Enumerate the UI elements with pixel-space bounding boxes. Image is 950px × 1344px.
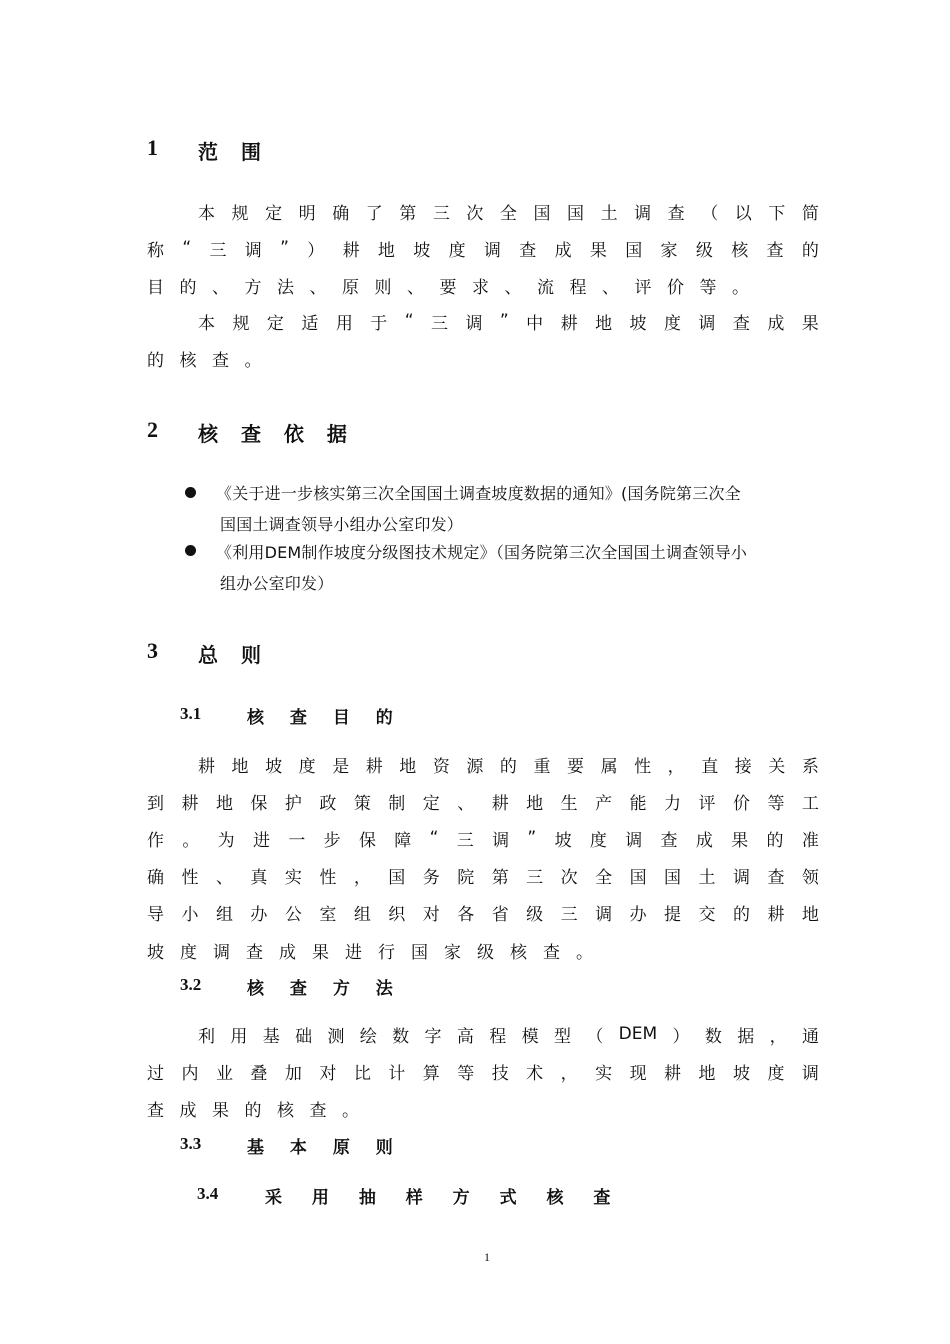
glyph: 重 bbox=[533, 756, 551, 777]
glyph: 用 bbox=[230, 1026, 248, 1047]
glyph: （ bbox=[586, 1026, 604, 1047]
glyph: 组 bbox=[215, 904, 233, 925]
glyph: 接 bbox=[734, 756, 752, 777]
glyph: 基 bbox=[262, 1026, 280, 1047]
section-3-4-title: 采 用 抽 样 方 式 核 查 bbox=[265, 1188, 623, 1208]
glyph: 力 bbox=[664, 793, 682, 814]
s2-bullet1-line2: 国国土调查领导小组办公室印发） bbox=[220, 515, 464, 534]
glyph: 简 bbox=[801, 203, 819, 224]
glyph: ” bbox=[499, 311, 509, 331]
glyph: 加 bbox=[284, 1063, 302, 1084]
glyph: ” bbox=[280, 238, 289, 258]
glyph: 高 bbox=[456, 1026, 474, 1047]
section-3-3-number: 3.3 bbox=[180, 1134, 202, 1153]
glyph: 耕 bbox=[181, 793, 199, 814]
glyph: 果 bbox=[731, 830, 749, 851]
glyph: 适 bbox=[301, 313, 319, 334]
glyph: 工 bbox=[801, 793, 819, 814]
glyph: 以 bbox=[734, 203, 752, 224]
section-3-1-number: 3.1 bbox=[180, 704, 202, 723]
glyph: 小 bbox=[181, 904, 199, 925]
s1-para2-line1 bbox=[198, 309, 819, 333]
bullet-icon bbox=[185, 487, 196, 498]
glyph: 、 bbox=[215, 867, 233, 888]
s3-1-line4 bbox=[147, 863, 819, 887]
glyph: 调 bbox=[595, 904, 613, 925]
section-3-2-number: 3.2 bbox=[180, 975, 202, 994]
glyph: 源 bbox=[466, 756, 484, 777]
glyph: 策 bbox=[353, 793, 371, 814]
glyph: 规 bbox=[232, 313, 250, 334]
glyph: 度 bbox=[663, 313, 681, 334]
glyph: 调 bbox=[698, 313, 716, 334]
glyph: 级 bbox=[695, 240, 713, 261]
glyph: 真 bbox=[250, 867, 268, 888]
glyph: 国 bbox=[629, 867, 647, 888]
glyph: 查 bbox=[660, 830, 678, 851]
glyph: 准 bbox=[801, 830, 819, 851]
glyph: 织 bbox=[388, 904, 406, 925]
glyph: 地 bbox=[801, 904, 819, 925]
glyph: 查 bbox=[667, 203, 685, 224]
glyph: 价 bbox=[732, 793, 750, 814]
glyph: 模 bbox=[521, 1026, 539, 1047]
glyph: ， bbox=[769, 1026, 787, 1047]
s3-2-line3: 查成果的核查。 bbox=[147, 1101, 375, 1121]
glyph: 调 bbox=[244, 240, 262, 261]
glyph: 全 bbox=[595, 867, 613, 888]
page-number: 1 bbox=[484, 1250, 490, 1264]
glyph: 次 bbox=[466, 203, 484, 224]
section-3-2-title: 核 查 方 法 bbox=[247, 979, 403, 999]
glyph: 资 bbox=[432, 756, 450, 777]
glyph: 实 bbox=[595, 1063, 613, 1084]
section-3-4-number: 3.4 bbox=[197, 1184, 219, 1203]
glyph: 成 bbox=[695, 830, 713, 851]
glyph: DEM bbox=[618, 1024, 658, 1044]
glyph: 术 bbox=[526, 1063, 544, 1084]
glyph: 提 bbox=[664, 904, 682, 925]
glyph: 制 bbox=[388, 793, 406, 814]
glyph: 级 bbox=[526, 904, 544, 925]
glyph: 国 bbox=[625, 240, 643, 261]
glyph: 土 bbox=[600, 203, 618, 224]
glyph: 业 bbox=[215, 1063, 233, 1084]
glyph: 数 bbox=[704, 1026, 722, 1047]
glyph: 家 bbox=[660, 240, 678, 261]
glyph: 调 bbox=[483, 240, 501, 261]
glyph: 障 bbox=[394, 830, 412, 851]
glyph: 是 bbox=[332, 756, 350, 777]
section-1-number: 1 bbox=[147, 135, 158, 160]
glyph: 交 bbox=[698, 904, 716, 925]
glyph: 全 bbox=[499, 203, 517, 224]
glyph: 保 bbox=[250, 793, 268, 814]
s3-1-line6: 坡度调查成果进行国家级核查。 bbox=[147, 943, 609, 963]
glyph: 。 bbox=[182, 830, 200, 851]
glyph: 度 bbox=[589, 830, 607, 851]
glyph: 国 bbox=[664, 867, 682, 888]
s2-bullet2-line1: 《利用DEM制作坡度分级图技术规定》（国务院第三次全国国土调查领导小 bbox=[216, 543, 748, 562]
section-3-title: 总 则 bbox=[198, 643, 269, 667]
glyph: 查 bbox=[766, 240, 784, 261]
glyph: 办 bbox=[250, 904, 268, 925]
glyph: 三 bbox=[209, 240, 227, 261]
glyph: 核 bbox=[731, 240, 749, 261]
glyph: 政 bbox=[319, 793, 337, 814]
glyph: 一 bbox=[288, 830, 306, 851]
glyph: 确 bbox=[147, 867, 164, 888]
glyph: ， bbox=[560, 1063, 578, 1084]
glyph: 系 bbox=[801, 756, 819, 777]
glyph: 称 bbox=[147, 240, 164, 261]
glyph: 耕 bbox=[198, 756, 215, 777]
glyph: 耕 bbox=[491, 793, 509, 814]
glyph: 果 bbox=[589, 240, 607, 261]
s3-1-line5 bbox=[147, 900, 819, 924]
glyph: 字 bbox=[424, 1026, 442, 1047]
section-3-3-title: 基 本 原 则 bbox=[247, 1138, 403, 1158]
glyph: 地 bbox=[215, 793, 233, 814]
glyph: 算 bbox=[422, 1063, 440, 1084]
glyph: ， bbox=[353, 867, 371, 888]
glyph: 查 bbox=[767, 867, 785, 888]
glyph: 度 bbox=[448, 240, 466, 261]
glyph: 调 bbox=[492, 830, 510, 851]
s3-2-line2 bbox=[147, 1059, 819, 1083]
glyph: 地 bbox=[231, 756, 249, 777]
glyph: 的 bbox=[766, 830, 784, 851]
glyph: 了 bbox=[365, 203, 383, 224]
glyph: 耕 bbox=[767, 904, 785, 925]
glyph: 耕 bbox=[560, 313, 578, 334]
glyph: 办 bbox=[629, 904, 647, 925]
glyph: 三 bbox=[432, 203, 450, 224]
glyph: 国 bbox=[388, 867, 406, 888]
s1-para1-line1 bbox=[198, 199, 819, 223]
glyph: ， bbox=[667, 756, 685, 777]
glyph: ） bbox=[307, 240, 325, 261]
glyph: 技 bbox=[491, 1063, 509, 1084]
glyph: 定 bbox=[422, 793, 440, 814]
section-1-title: 范 围 bbox=[198, 140, 269, 164]
glyph: 地 bbox=[526, 793, 544, 814]
glyph: 直 bbox=[701, 756, 719, 777]
glyph: 中 bbox=[526, 313, 544, 334]
s3-1-line1 bbox=[198, 752, 819, 776]
glyph: 第 bbox=[491, 867, 509, 888]
glyph: 省 bbox=[491, 904, 509, 925]
glyph: 础 bbox=[295, 1026, 313, 1047]
glyph: 绘 bbox=[359, 1026, 377, 1047]
glyph: 地 bbox=[377, 240, 395, 261]
glyph: 能 bbox=[629, 793, 647, 814]
glyph: 本 bbox=[198, 203, 215, 224]
glyph: 的 bbox=[732, 904, 750, 925]
glyph: 调 bbox=[625, 830, 643, 851]
glyph: 三 bbox=[430, 313, 448, 334]
glyph: 各 bbox=[457, 904, 475, 925]
glyph: 成 bbox=[767, 313, 785, 334]
glyph: 调 bbox=[732, 867, 750, 888]
glyph: 于 bbox=[370, 313, 388, 334]
section-2-title: 核 查 依 据 bbox=[198, 422, 355, 446]
s3-1-line2 bbox=[147, 789, 819, 813]
glyph: 为 bbox=[217, 830, 235, 851]
glyph: 实 bbox=[284, 867, 302, 888]
section-3-number: 3 bbox=[147, 638, 158, 663]
glyph: 步 bbox=[323, 830, 341, 851]
s1-para1-line2 bbox=[147, 236, 819, 260]
glyph: “ bbox=[182, 238, 192, 258]
s3-2-line1 bbox=[198, 1022, 819, 1046]
glyph: 型 bbox=[553, 1026, 571, 1047]
glyph: 土 bbox=[698, 867, 716, 888]
glyph: 调 bbox=[801, 1063, 819, 1084]
glyph: 性 bbox=[319, 867, 337, 888]
s1-para2-line2: 的核查。 bbox=[147, 351, 277, 371]
glyph: 明 bbox=[298, 203, 316, 224]
glyph: 定 bbox=[265, 203, 283, 224]
glyph: 现 bbox=[629, 1063, 647, 1084]
glyph: 护 bbox=[284, 793, 302, 814]
glyph: 国 bbox=[567, 203, 585, 224]
glyph: ” bbox=[527, 828, 537, 848]
glyph: 通 bbox=[801, 1026, 819, 1047]
glyph: 导 bbox=[147, 904, 164, 925]
glyph: 成 bbox=[554, 240, 572, 261]
glyph: 进 bbox=[252, 830, 270, 851]
glyph: 作 bbox=[147, 830, 164, 851]
glyph: 程 bbox=[489, 1026, 507, 1047]
glyph: 等 bbox=[767, 793, 785, 814]
glyph: 下 bbox=[768, 203, 786, 224]
glyph: 等 bbox=[457, 1063, 475, 1084]
glyph: 据 bbox=[737, 1026, 755, 1047]
glyph: 确 bbox=[332, 203, 350, 224]
glyph: 产 bbox=[595, 793, 613, 814]
glyph: 评 bbox=[698, 793, 716, 814]
glyph: 室 bbox=[319, 904, 337, 925]
glyph: 内 bbox=[181, 1063, 199, 1084]
glyph: 务 bbox=[422, 867, 440, 888]
glyph: 测 bbox=[327, 1026, 345, 1047]
glyph: 利 bbox=[198, 1026, 215, 1047]
glyph: 院 bbox=[457, 867, 475, 888]
s1-para1-line3: 目的、方法、原则、要求、流程、评价等。 bbox=[147, 278, 765, 298]
glyph: 性 bbox=[181, 867, 199, 888]
glyph: 调 bbox=[465, 313, 483, 334]
glyph: 坡 bbox=[732, 1063, 750, 1084]
glyph: 过 bbox=[147, 1063, 164, 1084]
glyph: 对 bbox=[422, 904, 440, 925]
glyph: 生 bbox=[560, 793, 578, 814]
glyph: 查 bbox=[519, 240, 537, 261]
glyph: 计 bbox=[388, 1063, 406, 1084]
glyph: 到 bbox=[147, 793, 164, 814]
glyph: 对 bbox=[319, 1063, 337, 1084]
glyph: 地 bbox=[399, 756, 417, 777]
glyph: 关 bbox=[768, 756, 786, 777]
glyph: 耕 bbox=[664, 1063, 682, 1084]
glyph: 国 bbox=[533, 203, 551, 224]
glyph: 坡 bbox=[413, 240, 431, 261]
glyph: 坡 bbox=[554, 830, 572, 851]
glyph: 性 bbox=[634, 756, 652, 777]
glyph: 地 bbox=[595, 313, 613, 334]
glyph: 耕 bbox=[342, 240, 360, 261]
glyph: 数 bbox=[392, 1026, 410, 1047]
glyph: ） bbox=[672, 1026, 690, 1047]
glyph: 三 bbox=[526, 867, 544, 888]
glyph: 保 bbox=[358, 830, 376, 851]
glyph: 的 bbox=[499, 756, 517, 777]
glyph: 领 bbox=[801, 867, 819, 888]
glyph: 度 bbox=[298, 756, 316, 777]
bullet-icon bbox=[185, 545, 196, 556]
section-2-number: 2 bbox=[147, 417, 158, 442]
glyph: 坡 bbox=[629, 313, 647, 334]
s2-bullet2-line2: 组办公室印发） bbox=[220, 574, 334, 593]
glyph: 要 bbox=[567, 756, 585, 777]
glyph: 叠 bbox=[250, 1063, 268, 1084]
glyph: “ bbox=[429, 828, 439, 848]
glyph: 查 bbox=[732, 313, 750, 334]
glyph: 比 bbox=[353, 1063, 371, 1084]
s2-bullet1-line1: 《关于进一步核实第三次全国国土调查坡度数据的通知》(国务院第三次全 bbox=[216, 484, 741, 503]
glyph: 、 bbox=[457, 793, 475, 814]
glyph: 坡 bbox=[265, 756, 283, 777]
glyph: （ bbox=[701, 203, 719, 224]
glyph: 耕 bbox=[365, 756, 383, 777]
s3-1-line3 bbox=[147, 826, 819, 850]
glyph: “ bbox=[404, 311, 414, 331]
glyph: 本 bbox=[198, 313, 215, 334]
glyph: 三 bbox=[560, 904, 578, 925]
glyph: 的 bbox=[801, 240, 819, 261]
glyph: 组 bbox=[353, 904, 371, 925]
glyph: 地 bbox=[698, 1063, 716, 1084]
glyph: 调 bbox=[634, 203, 652, 224]
glyph: 度 bbox=[767, 1063, 785, 1084]
glyph: 三 bbox=[456, 830, 474, 851]
glyph: 公 bbox=[284, 904, 302, 925]
glyph: 属 bbox=[600, 756, 618, 777]
glyph: 用 bbox=[335, 313, 353, 334]
glyph: 定 bbox=[266, 313, 284, 334]
glyph: 第 bbox=[399, 203, 417, 224]
glyph: 果 bbox=[801, 313, 819, 334]
glyph: 次 bbox=[560, 867, 578, 888]
glyph: 规 bbox=[231, 203, 249, 224]
section-3-1-title: 核 查 目 的 bbox=[247, 708, 403, 728]
